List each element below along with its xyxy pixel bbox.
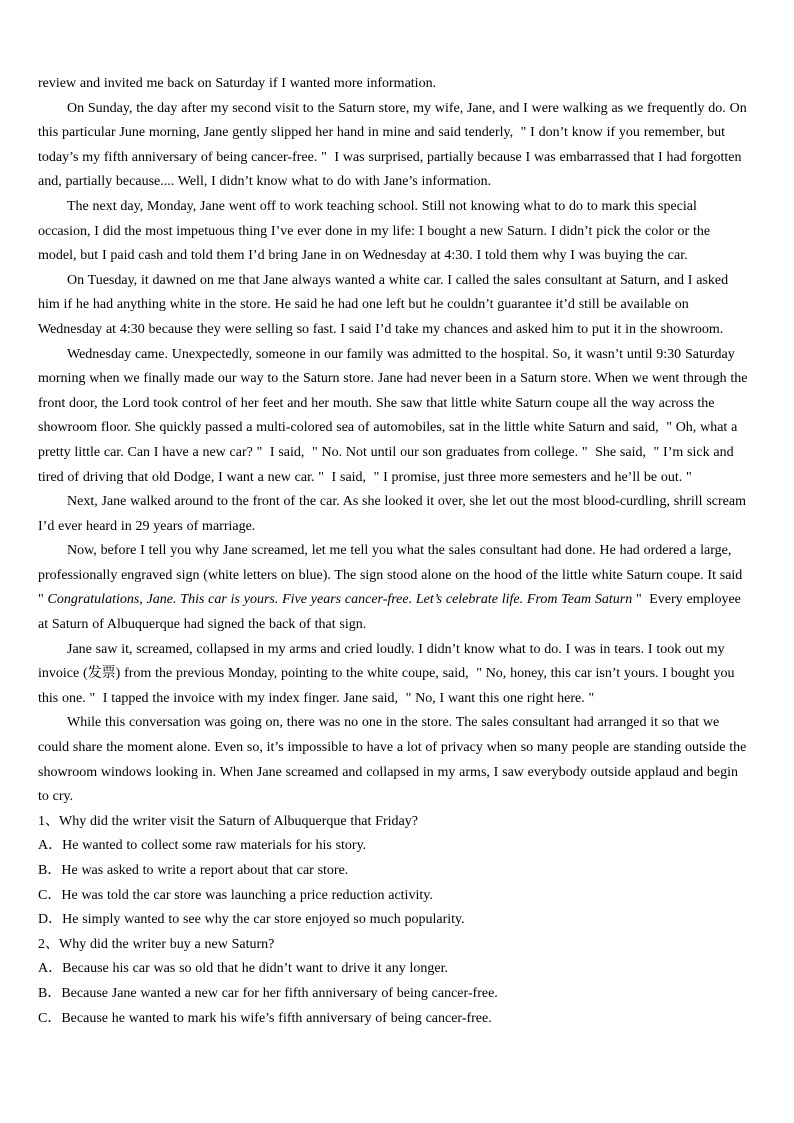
question-option: C．Because he wanted to mark his wife’s fifth anniversary of being cancer-free.: [38, 1010, 492, 1026]
passage-text: On Tuesday, it dawned on me that Jane always wanted a white car. I called the sales consultant at Saturn, and I asked him if he had anything white in the store. He said he had one left but he couldn’t guarantee it’d still be available on Wednesday at 4:30 because they were selling so fast. I said I’d take my chances and asked him to put it in the showroom.: [38, 272, 732, 337]
page-content: [38, 72, 750, 1031]
passage-paragraph: [38, 195, 750, 269]
passage-text-italic: Congratulations, Jane. This car is yours. Five years cancer-free. Let’s celebrate life. From Team Saturn: [47, 592, 633, 608]
passage-paragraph: [38, 638, 750, 712]
question-option: C．He was told the car store was launching a price reduction activity.: [38, 887, 433, 903]
question-stem: 1、Why did the writer visit the Saturn of Albuquerque that Friday?: [38, 813, 418, 829]
passage-paragraph: [38, 490, 750, 539]
passage-paragraph: [38, 539, 750, 637]
passage-paragraph: [38, 269, 750, 343]
passage-paragraph: [38, 72, 750, 97]
passage-text: While this conversation was going on, there was no one in the store. The sales consultant had arranged it so that we could share the moment alone. Even so, it’s impossible to have a lot of privacy when so many people are standing outside the showroom windows looking in. When Jane screamed and collapsed in my arms, I saw everybody outside applaud and begin to cry.: [38, 715, 751, 805]
passage-text: Wednesday came. Unexpectedly, someone in our family was admitted to the hospital. So, it wasn’t until 9:30 Saturday morning when we finally made our way to the Saturn store. Jane had never been in a Saturn store. When we went through the front door, the Lord took control of her feet and her mouth. She saw that little white Saturn coupe all the way across the showroom floor. She quickly passed a multi-colored sea of automobiles, sat in the little white Saturn and said, " Oh, what a pretty little car. Can I have a new car? " I said, " No. Not until our son graduates from college. " She said, " I’m sick and tired of driving that old Dodge, I want a new car. " I said, " I promise, just three more semesters and he’ll be out. ": [38, 346, 752, 485]
questions-section: [38, 810, 750, 1031]
question-option: B．Because Jane wanted a new car for her fifth anniversary of being cancer-free.: [38, 985, 498, 1001]
passage-paragraph: [38, 711, 750, 809]
passage-text: On Sunday, the day after my second visit to the Saturn store, my wife, Jane, and I were walking as we frequently do. On this particular June morning, Jane gently slipped her hand in mine and said tenderly, " I don’t know if you remember, but today’s my fifth anniversary of being cancer-free. " I was surprised, partially because I was embarrassed that I had forgotten and, partially because.... Well, I didn’t know what to do with Jane’s information.: [38, 100, 751, 190]
reading-passage: [38, 72, 750, 810]
question-option: A．Because his car was so old that he didn’t want to drive it any longer.: [38, 961, 448, 977]
passage-text: Jane saw it, screamed, collapsed in my arms and cried loudly. I didn’t know what to do. I was in tears. I took out my invoice (发票) from the previous Monday, pointing to the white coupe, said, " No, honey, this car isn’t yours. I bought you this one. " I tapped the invoice with my index finger. Jane said, " No, I want this one right here. ": [38, 641, 739, 706]
passage-text: Next, Jane walked around to the front of the car. As she looked it over, she let out the most blood-curdling, shrill scream I’d ever heard in 29 years of marriage.: [38, 494, 750, 534]
question-option: B．He was asked to write a report about that car store.: [38, 863, 349, 878]
passage-paragraph: [38, 343, 750, 491]
question-stem: 2、Why did the writer buy a new Saturn?: [38, 936, 275, 952]
passage-text: " Every employee at Saturn of Albuquerque had signed the back of that sign.: [38, 592, 745, 633]
passage-paragraph: [38, 97, 750, 195]
question-option: A．He wanted to collect some raw materials for his story.: [38, 838, 367, 854]
question-option: D．He simply wanted to see why the car store enjoyed so much popularity.: [38, 912, 465, 928]
passage-text: Now, before I tell you why Jane screamed, let me tell you what the sales consultant had done. He had ordered a large, professionally engraved sign (white letters on blue). The sign stood alone on the hood of the little white Saturn coupe. It said ": [38, 543, 750, 608]
passage-text: The next day, Monday, Jane went off to work teaching school. Still not knowing what to do to mark this special occasion, I did the most impetuous thing I’ve ever done in my life: I bought a new Saturn. I didn’t pick the color or the model, but I paid cash and told them I’d bring Jane in on Wednesday at 4:30. I told them why I was buying the car.: [38, 198, 714, 264]
passage-text: review and invited me back on Saturday if I wanted more information.: [38, 76, 437, 91]
